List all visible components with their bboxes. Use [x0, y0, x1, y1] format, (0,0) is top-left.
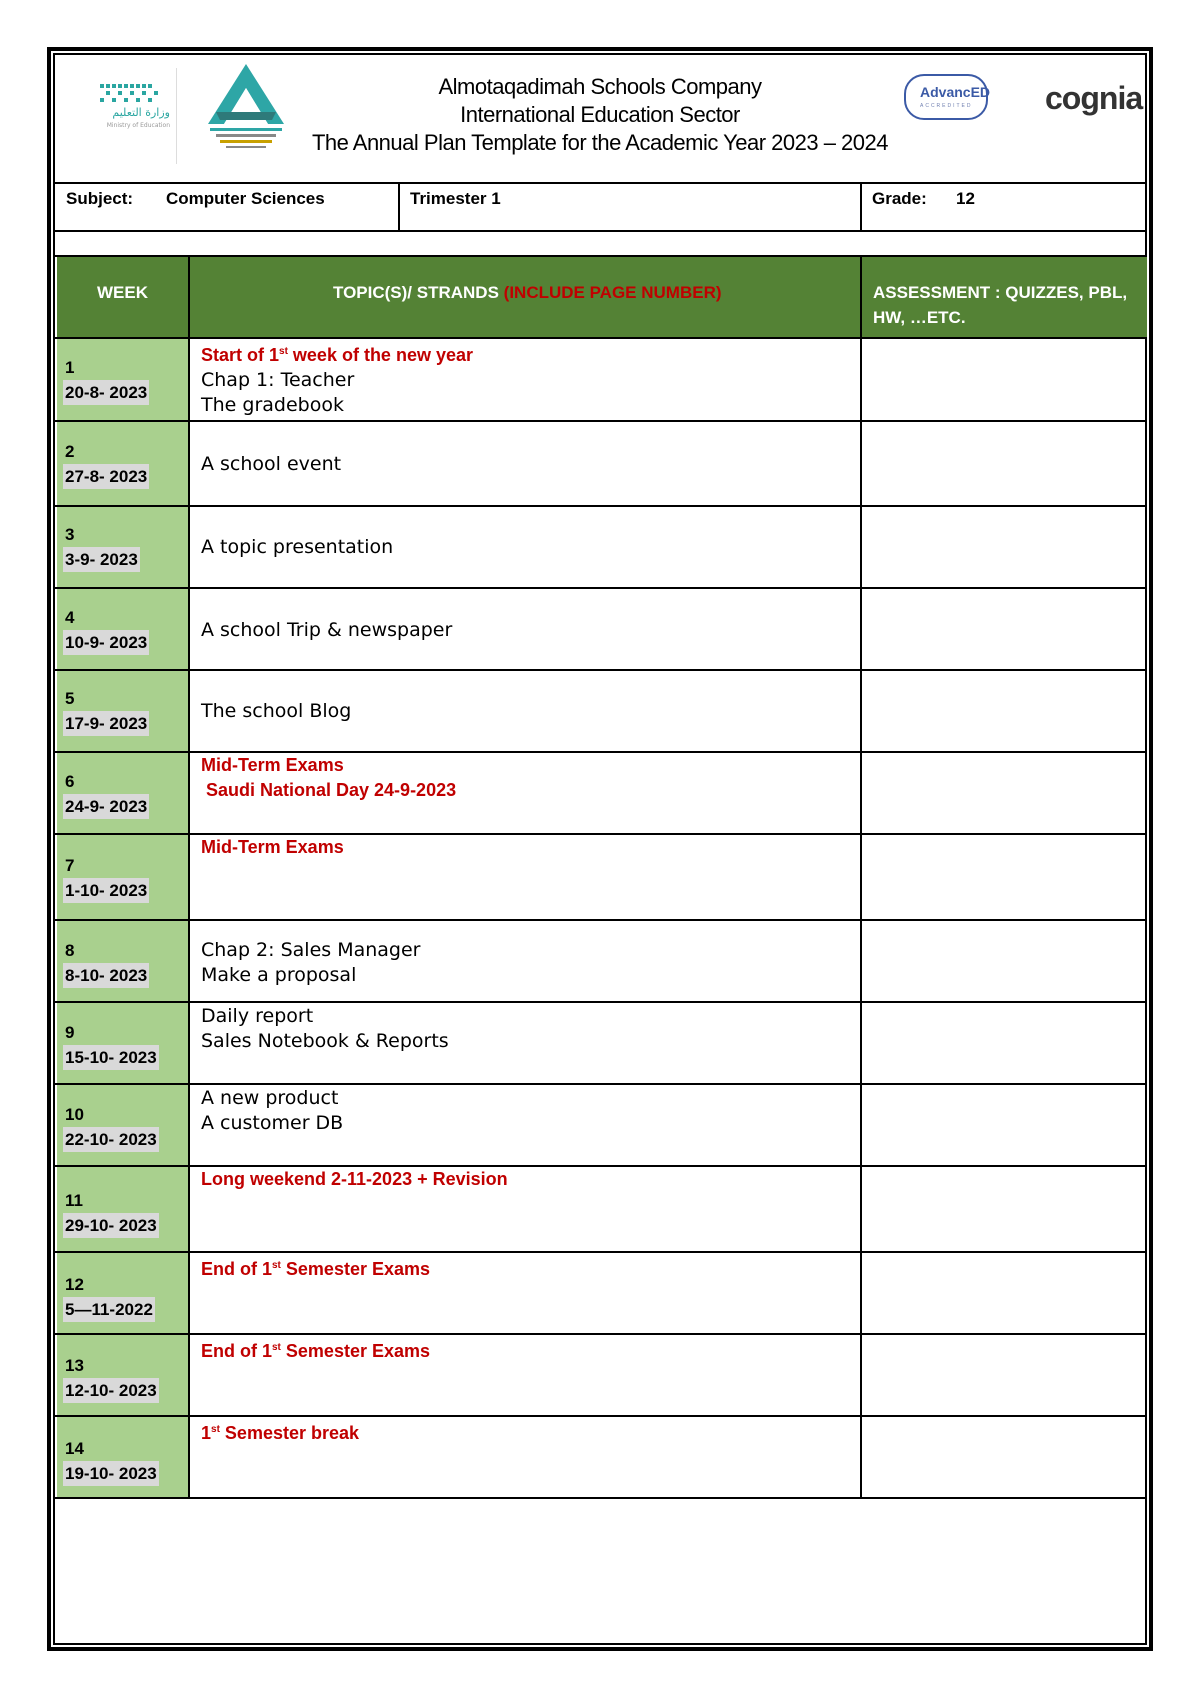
row-line	[55, 669, 1147, 671]
topic-highlight	[201, 1335, 430, 1364]
ordinal-suffix: st	[279, 346, 288, 357]
topic-text: End of 1	[201, 1259, 272, 1279]
week-number: 10	[65, 1105, 84, 1124]
subject-label: Subject:	[66, 189, 134, 208]
topic-cell	[201, 535, 393, 560]
subject-value: Computer Sciences	[166, 189, 325, 208]
assessment-column-header-line1: ASSESSMENT : QUIZZES, PBL,	[873, 283, 1128, 302]
advanced-logo	[904, 74, 991, 120]
topic-cell	[201, 753, 456, 803]
week-cell	[65, 605, 149, 655]
topic-highlight	[201, 1417, 359, 1446]
week-cell	[65, 1102, 159, 1152]
topic-highlight: Mid-Term Exams	[201, 755, 344, 775]
week-number: 2	[65, 442, 75, 461]
sector-name: International Education Sector	[460, 102, 740, 127]
topic-line: Sales Notebook & Reports	[201, 1030, 449, 1052]
topic-cell	[201, 1086, 343, 1136]
topic-text: week of the new year	[287, 345, 473, 365]
cognia-logo: cognia	[1045, 80, 1143, 116]
topic-cell	[201, 1335, 430, 1364]
week-number: 3	[65, 525, 75, 544]
week-cell	[65, 439, 149, 489]
ministry-logo	[60, 78, 172, 144]
week-cell	[65, 1436, 159, 1486]
topic-highlight: Long weekend 2-11-2023 + Revision	[201, 1169, 508, 1189]
ordinal-suffix: st	[211, 1424, 220, 1435]
week-date: 27-8- 2023	[63, 464, 149, 489]
topic-cell	[201, 339, 473, 418]
week-number: 7	[65, 856, 75, 875]
row-line	[55, 587, 1147, 589]
week-column	[57, 338, 189, 1498]
grade-value: 12	[956, 189, 975, 208]
topic-cell	[201, 1253, 430, 1282]
info-divider-2	[860, 182, 862, 231]
ordinal-suffix: st	[272, 1342, 281, 1353]
topic-text: Semester Exams	[280, 1341, 431, 1361]
week-date: 24-9- 2023	[63, 794, 149, 819]
topic-highlight	[201, 1253, 430, 1282]
topic-cell	[201, 938, 420, 988]
topic-text: 1	[201, 1423, 212, 1443]
ordinal-suffix: st	[272, 1260, 281, 1271]
week-number: 4	[65, 608, 75, 627]
week-date: 20-8- 2023	[63, 380, 149, 405]
topic-column-title: TOPIC(S)/ STRANDS	[333, 283, 499, 302]
week-date: 10-9- 2023	[63, 630, 149, 655]
topic-line: The gradebook	[201, 394, 344, 416]
topic-line: A school Trip & newspaper	[201, 619, 453, 641]
topic-line: A topic presentation	[201, 536, 394, 558]
week-cell	[65, 1353, 159, 1403]
row-line	[55, 420, 1147, 422]
week-number: 5	[65, 689, 75, 708]
week-cell	[65, 686, 149, 736]
week-cell	[65, 1188, 159, 1238]
topic-column-header	[333, 283, 722, 303]
topic-text: Semester Exams	[280, 1259, 431, 1279]
column-divider-assessment	[860, 255, 862, 1498]
advanced-logo-subtext: ACCREDITED	[920, 103, 973, 109]
table-bottom-line	[55, 1497, 1147, 1499]
topic-text: Semester break	[219, 1423, 360, 1443]
topic-line: Chap 1: Teacher	[201, 369, 355, 391]
ministry-logo-english: Ministry of Education	[106, 122, 170, 129]
trimester-label: Trimester 1	[410, 189, 501, 208]
week-number: 14	[65, 1439, 84, 1458]
week-cell	[65, 769, 149, 819]
row-line	[55, 919, 1147, 921]
topic-line: A new product	[201, 1087, 339, 1109]
week-cell	[65, 853, 149, 903]
topic-cell	[201, 1004, 449, 1054]
grade-label: Grade:	[872, 189, 927, 208]
week-number: 1	[65, 358, 75, 377]
week-number: 11	[65, 1191, 83, 1210]
topic-line: Chap 2: Sales Manager	[201, 939, 421, 961]
topic-line: A customer DB	[201, 1112, 344, 1134]
ministry-logo-arabic: وزارة التعليم	[112, 106, 170, 119]
week-date: 19-10- 2023	[63, 1461, 159, 1486]
topic-column-note: (INCLUDE PAGE NUMBER)	[503, 283, 722, 302]
week-date: 1-10- 2023	[63, 878, 149, 903]
week-date: 29-10- 2023	[63, 1213, 159, 1238]
plan-title: The Annual Plan Template for the Academic Year 2023 – 2024	[311, 130, 889, 155]
topic-highlight: Mid-Term Exams	[201, 837, 344, 857]
week-date: 15-10- 2023	[63, 1045, 159, 1070]
row-line	[55, 1001, 1147, 1003]
row-line	[55, 1083, 1147, 1085]
topic-cell	[201, 835, 344, 860]
week-date: 22-10- 2023	[63, 1127, 159, 1152]
week-cell	[65, 1272, 155, 1322]
week-number: 12	[65, 1275, 84, 1294]
week-cell	[65, 1020, 159, 1070]
week-date: 5—11-2022	[63, 1297, 155, 1322]
topic-cell	[201, 452, 341, 477]
week-number: 6	[65, 772, 75, 791]
week-cell	[65, 522, 140, 572]
topic-highlight	[201, 339, 473, 368]
topic-cell	[201, 699, 351, 724]
topic-cell	[201, 1417, 359, 1446]
week-cell	[65, 355, 149, 405]
topic-text: End of 1	[201, 1341, 272, 1361]
logo-divider	[176, 68, 177, 164]
topic-cell	[201, 618, 452, 643]
advanced-logo-text: AdvancED	[920, 84, 991, 100]
topic-line: Daily report	[201, 1005, 314, 1027]
topic-cell	[201, 1167, 508, 1192]
topic-text: Start of 1	[201, 345, 280, 365]
column-divider-week	[188, 255, 190, 1498]
week-date: 17-9- 2023	[63, 711, 149, 736]
week-number: 9	[65, 1023, 75, 1042]
week-number: 13	[65, 1356, 84, 1375]
week-date: 12-10- 2023	[63, 1378, 159, 1403]
company-name: Almotaqadimah Schools Company	[438, 74, 762, 99]
header-divider	[55, 182, 1147, 184]
week-date: 3-9- 2023	[63, 547, 140, 572]
week-column-header: WEEK	[97, 283, 148, 302]
assessment-column-header-line2: HW, …ETC.	[873, 308, 966, 327]
topic-line: The school Blog	[201, 700, 352, 722]
week-number: 8	[65, 941, 75, 960]
info-divider-1	[398, 182, 400, 231]
week-date: 8-10- 2023	[63, 963, 149, 988]
row-line	[55, 505, 1147, 507]
info-bottom-line	[55, 230, 1147, 232]
week-cell	[65, 938, 149, 988]
topic-line: Make a proposal	[201, 964, 357, 986]
topic-highlight: Saudi National Day 24-9-2023	[201, 780, 457, 800]
topic-line: A school event	[201, 453, 342, 475]
